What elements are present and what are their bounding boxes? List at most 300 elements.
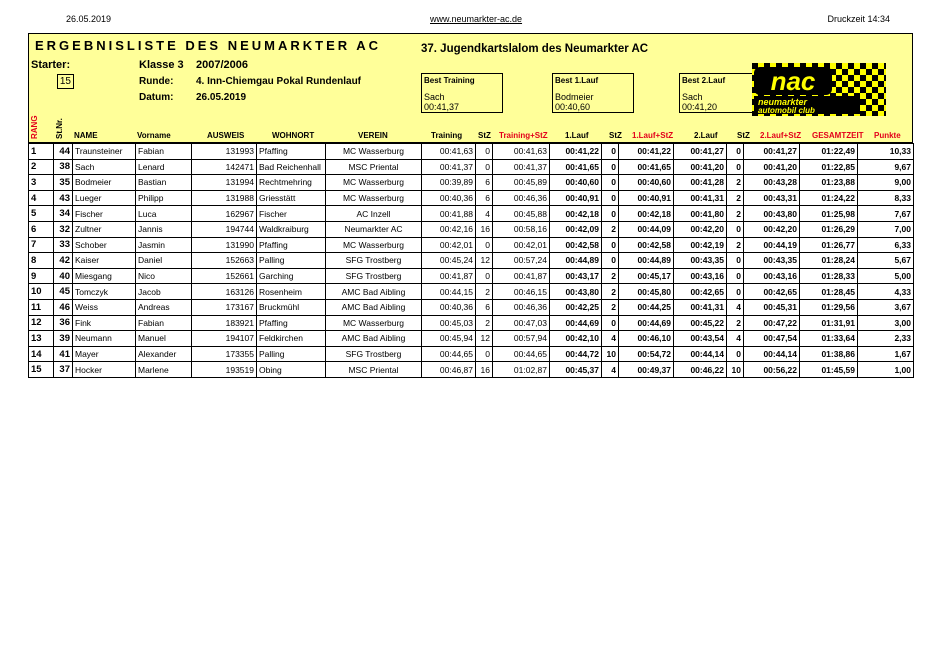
jahrgang: 2007/2006	[196, 59, 248, 71]
cell-wohnort: Palling	[257, 253, 326, 269]
cell-gesamtzeit: 01:24,22	[800, 190, 858, 206]
cell-name: Neumann	[73, 331, 136, 347]
cell-lauf1-stz: 00:41,65	[619, 159, 674, 175]
cell-lauf1: 00:42,10	[550, 331, 602, 347]
col-stz: StZ	[478, 131, 491, 140]
cell-wohnort: Griesstätt	[257, 190, 326, 206]
cell-stz-training: 16	[476, 362, 493, 378]
cell-lauf1: 00:40,91	[550, 190, 602, 206]
cell-stnr: 44	[54, 144, 73, 160]
cell-lauf2: 00:46,22	[674, 362, 727, 378]
col-stz: StZ	[609, 131, 622, 140]
cell-lauf2-stz: 00:44,14	[744, 346, 800, 362]
cell-training: 00:45,94	[422, 331, 476, 347]
cell-ausweis: 131990	[192, 237, 257, 253]
cell-stz-lauf1: 2	[602, 268, 619, 284]
table-row	[29, 315, 914, 331]
cell-lauf1-stz: 00:41,22	[619, 144, 674, 160]
cell-gesamtzeit: 01:23,88	[800, 175, 858, 191]
datum-label: Datum:	[139, 92, 174, 103]
cell-stnr: 33	[54, 237, 73, 253]
cell-training-stz: 00:57,94	[493, 331, 550, 347]
cell-stz-lauf1: 0	[602, 175, 619, 191]
cell-lauf1: 00:41,65	[550, 159, 602, 175]
svg-text:automobil club: automobil club	[758, 106, 815, 115]
cell-lauf1: 00:44,89	[550, 253, 602, 269]
cell-gesamtzeit: 01:45,59	[800, 362, 858, 378]
cell-stz-lauf2: 2	[727, 175, 744, 191]
cell-gesamtzeit: 01:28,45	[800, 284, 858, 300]
event-title: 37. Jugendkartslalom des Neumarkter AC	[421, 43, 649, 55]
col-gesamtzeit: GESAMTZEIT	[812, 131, 864, 140]
cell-stz-lauf1: 10	[602, 346, 619, 362]
cell-training-stz: 00:42,01	[493, 237, 550, 253]
cell-training: 00:42,01	[422, 237, 476, 253]
table-row	[29, 284, 914, 300]
cell-lauf2-stz: 00:41,20	[744, 159, 800, 175]
cell-wohnort: Garching	[257, 268, 326, 284]
cell-name: Bodmeier	[73, 175, 136, 191]
best-title: Best Training	[424, 76, 475, 85]
table-row	[29, 221, 914, 237]
cell-name: Fink	[73, 315, 136, 331]
cell-stz-training: 4	[476, 206, 493, 222]
cell-stz-training: 16	[476, 221, 493, 237]
cell-stz-training: 6	[476, 175, 493, 191]
cell-stnr: 32	[54, 221, 73, 237]
cell-name: Mayer	[73, 346, 136, 362]
cell-lauf1-stz: 00:44,25	[619, 299, 674, 315]
cell-rang: 11	[29, 299, 54, 315]
cell-wohnort: Obing	[257, 362, 326, 378]
cell-punkte: 3,00	[858, 315, 914, 331]
cell-training: 00:45,24	[422, 253, 476, 269]
col-lauf1: 1.Lauf	[565, 131, 589, 140]
cell-stz-training: 6	[476, 190, 493, 206]
cell-verein: MC Wasserburg	[326, 190, 422, 206]
cell-stz-lauf2: 0	[727, 221, 744, 237]
cell-stz-training: 0	[476, 159, 493, 175]
cell-punkte: 4,33	[858, 284, 914, 300]
cell-lauf2: 00:41,20	[674, 159, 727, 175]
cell-stnr: 35	[54, 175, 73, 191]
cell-stnr: 34	[54, 206, 73, 222]
cell-stz-lauf1: 0	[602, 253, 619, 269]
cell-lauf2-stz: 00:42,65	[744, 284, 800, 300]
cell-name: Kaiser	[73, 253, 136, 269]
best-name: Sach	[682, 92, 703, 102]
cell-stz-lauf2: 0	[727, 346, 744, 362]
cell-stz-lauf2: 0	[727, 159, 744, 175]
cell-stz-lauf2: 2	[727, 206, 744, 222]
cell-vorname: Luca	[136, 206, 192, 222]
cell-lauf1: 00:40,60	[550, 175, 602, 191]
cell-training: 00:40,36	[422, 190, 476, 206]
cell-ausweis: 173355	[192, 346, 257, 362]
cell-rang: 6	[29, 221, 54, 237]
cell-ausweis: 194107	[192, 331, 257, 347]
col-vorname: Vorname	[137, 131, 171, 140]
cell-lauf1-stz: 00:44,69	[619, 315, 674, 331]
cell-stz-lauf1: 0	[602, 206, 619, 222]
cell-training: 00:45,03	[422, 315, 476, 331]
starter-count: 15	[57, 74, 74, 89]
cell-rang: 15	[29, 362, 54, 378]
cell-stz-lauf2: 4	[727, 331, 744, 347]
cell-lauf1-stz: 00:45,80	[619, 284, 674, 300]
col-name: NAME	[74, 131, 98, 140]
cell-punkte: 7,67	[858, 206, 914, 222]
cell-stnr: 37	[54, 362, 73, 378]
cell-lauf1-stz: 00:40,91	[619, 190, 674, 206]
cell-ausweis: 183921	[192, 315, 257, 331]
cell-gesamtzeit: 01:26,77	[800, 237, 858, 253]
cell-stz-lauf1: 2	[602, 284, 619, 300]
cell-stz-lauf2: 2	[727, 237, 744, 253]
cell-stz-lauf1: 2	[602, 221, 619, 237]
cell-training-stz: 00:57,24	[493, 253, 550, 269]
klasse-label: Klasse 3	[139, 59, 184, 71]
cell-verein: MC Wasserburg	[326, 144, 422, 160]
col-training: Training	[431, 131, 463, 140]
cell-punkte: 7,00	[858, 221, 914, 237]
cell-lauf2: 00:42,65	[674, 284, 727, 300]
cell-lauf2-stz: 00:45,31	[744, 299, 800, 315]
cell-rang: 14	[29, 346, 54, 362]
cell-verein: Neumarkter AC	[326, 221, 422, 237]
table-row	[29, 268, 914, 284]
cell-training-stz: 00:46,36	[493, 190, 550, 206]
cell-stnr: 41	[54, 346, 73, 362]
cell-lauf1-stz: 00:46,10	[619, 331, 674, 347]
cell-ausweis: 131988	[192, 190, 257, 206]
cell-lauf2: 00:45,22	[674, 315, 727, 331]
cell-lauf2-stz: 00:44,19	[744, 237, 800, 253]
cell-stz-lauf1: 4	[602, 331, 619, 347]
cell-lauf1: 00:42,58	[550, 237, 602, 253]
cell-punkte: 6,33	[858, 237, 914, 253]
cell-ausweis: 142471	[192, 159, 257, 175]
cell-lauf1-stz: 00:54,72	[619, 346, 674, 362]
cell-ausweis: 131994	[192, 175, 257, 191]
svg-text:neumarkter: neumarkter	[758, 97, 808, 107]
cell-ausweis: 162967	[192, 206, 257, 222]
cell-stz-lauf2: 4	[727, 299, 744, 315]
starter-label: Starter:	[31, 59, 71, 71]
cell-wohnort: Rosenheim	[257, 284, 326, 300]
cell-rang: 13	[29, 331, 54, 347]
best-title: Best 2.Lauf	[682, 76, 726, 85]
cell-training-stz: 00:47,03	[493, 315, 550, 331]
cell-stnr: 39	[54, 331, 73, 347]
cell-lauf1: 00:43,80	[550, 284, 602, 300]
best-time: 00:40,60	[555, 102, 591, 112]
cell-rang: 12	[29, 315, 54, 331]
cell-stz-lauf2: 2	[727, 190, 744, 206]
cell-rang: 2	[29, 159, 54, 175]
cell-lauf1: 00:42,09	[550, 221, 602, 237]
cell-punkte: 8,33	[858, 190, 914, 206]
table-row	[29, 206, 914, 222]
cell-punkte: 5,00	[858, 268, 914, 284]
cell-gesamtzeit: 01:25,98	[800, 206, 858, 222]
cell-rang: 8	[29, 253, 54, 269]
cell-lauf2-stz: 00:43,28	[744, 175, 800, 191]
cell-lauf1-stz: 00:44,89	[619, 253, 674, 269]
cell-stz-training: 0	[476, 144, 493, 160]
cell-stnr: 43	[54, 190, 73, 206]
cell-lauf2-stz: 00:43,80	[744, 206, 800, 222]
cell-training-stz: 00:46,15	[493, 284, 550, 300]
runde-value: 4. Inn-Chiemgau Pokal Rundenlauf	[196, 76, 362, 87]
cell-gesamtzeit: 01:22,49	[800, 144, 858, 160]
cell-lauf2: 00:41,31	[674, 190, 727, 206]
cell-name: Zultner	[73, 221, 136, 237]
cell-lauf1: 00:45,37	[550, 362, 602, 378]
cell-lauf2: 00:42,20	[674, 221, 727, 237]
cell-verein: MSC Priental	[326, 362, 422, 378]
cell-name: Weiss	[73, 299, 136, 315]
cell-lauf2: 00:41,31	[674, 299, 727, 315]
cell-stz-training: 2	[476, 315, 493, 331]
cell-training-stz: 00:46,36	[493, 299, 550, 315]
cell-lauf2-stz: 00:43,16	[744, 268, 800, 284]
cell-stnr: 46	[54, 299, 73, 315]
cell-vorname: Marlene	[136, 362, 192, 378]
cell-stz-lauf2: 10	[727, 362, 744, 378]
cell-vorname: Bastian	[136, 175, 192, 191]
cell-gesamtzeit: 01:29,56	[800, 299, 858, 315]
best-name: Bodmeier	[555, 92, 594, 102]
cell-wohnort: Pfaffing	[257, 144, 326, 160]
cell-vorname: Philipp	[136, 190, 192, 206]
cell-stz-training: 0	[476, 237, 493, 253]
cell-ausweis: 173167	[192, 299, 257, 315]
cell-punkte: 2,33	[858, 331, 914, 347]
cell-verein: MC Wasserburg	[326, 237, 422, 253]
cell-gesamtzeit: 01:28,24	[800, 253, 858, 269]
cell-lauf2: 00:41,80	[674, 206, 727, 222]
cell-verein: SFG Trostberg	[326, 268, 422, 284]
col-stnr: St.Nr.	[55, 118, 64, 139]
print-date: 26.05.2019	[66, 14, 112, 24]
cell-rang: 5	[29, 206, 54, 222]
best-name: Sach	[424, 92, 445, 102]
cell-vorname: Fabian	[136, 315, 192, 331]
cell-training: 00:41,88	[422, 206, 476, 222]
page-title: ERGEBNISLISTE DES NEUMARKTER AC	[35, 38, 382, 53]
cell-training: 00:41,87	[422, 268, 476, 284]
cell-stz-lauf2: 0	[727, 253, 744, 269]
cell-verein: MC Wasserburg	[326, 175, 422, 191]
table-row	[29, 159, 914, 175]
cell-vorname: Jasmin	[136, 237, 192, 253]
cell-punkte: 3,67	[858, 299, 914, 315]
cell-ausweis: 194744	[192, 221, 257, 237]
cell-vorname: Alexander	[136, 346, 192, 362]
cell-training: 00:40,36	[422, 299, 476, 315]
cell-rang: 4	[29, 190, 54, 206]
cell-name: Schober	[73, 237, 136, 253]
cell-lauf1-stz: 00:40,60	[619, 175, 674, 191]
cell-stz-lauf2: 0	[727, 144, 744, 160]
cell-lauf1: 00:42,18	[550, 206, 602, 222]
cell-stz-lauf2: 2	[727, 315, 744, 331]
table-row	[29, 331, 914, 347]
cell-vorname: Nico	[136, 268, 192, 284]
results-table	[28, 143, 914, 378]
cell-stz-lauf1: 4	[602, 362, 619, 378]
cell-wohnort: Pfaffing	[257, 237, 326, 253]
cell-training: 00:46,87	[422, 362, 476, 378]
cell-stz-training: 0	[476, 268, 493, 284]
cell-lauf1-stz: 00:42,58	[619, 237, 674, 253]
cell-gesamtzeit: 01:33,64	[800, 331, 858, 347]
cell-lauf2: 00:43,16	[674, 268, 727, 284]
cell-lauf1: 00:44,72	[550, 346, 602, 362]
cell-vorname: Jacob	[136, 284, 192, 300]
cell-verein: AMC Bad Aibling	[326, 299, 422, 315]
cell-rang: 3	[29, 175, 54, 191]
cell-verein: SFG Trostberg	[326, 346, 422, 362]
cell-wohnort: Waldkraiburg	[257, 221, 326, 237]
cell-gesamtzeit: 01:38,86	[800, 346, 858, 362]
cell-lauf1-stz: 00:45,17	[619, 268, 674, 284]
cell-training-stz: 00:58,16	[493, 221, 550, 237]
cell-stz-training: 2	[476, 284, 493, 300]
cell-verein: MC Wasserburg	[326, 315, 422, 331]
col-stz: StZ	[737, 131, 750, 140]
cell-lauf2: 00:43,35	[674, 253, 727, 269]
website-link[interactable]: www.neumarkter-ac.de	[430, 14, 523, 24]
cell-punkte: 9,00	[858, 175, 914, 191]
cell-lauf1: 00:42,25	[550, 299, 602, 315]
datum-value: 26.05.2019	[196, 92, 247, 103]
cell-ausweis: 152663	[192, 253, 257, 269]
cell-vorname: Lenard	[136, 159, 192, 175]
col-lauf1-stz: 1.Lauf+StZ	[632, 131, 674, 140]
cell-stz-training: 12	[476, 253, 493, 269]
cell-lauf1: 00:44,69	[550, 315, 602, 331]
cell-rang: 1	[29, 144, 54, 160]
results-header	[28, 33, 913, 143]
cell-wohnort: Bruckmühl	[257, 299, 326, 315]
table-row	[29, 175, 914, 191]
cell-training-stz: 00:45,89	[493, 175, 550, 191]
table-row	[29, 299, 914, 315]
table-row	[29, 253, 914, 269]
cell-training: 00:39,89	[422, 175, 476, 191]
table-row	[29, 190, 914, 206]
cell-wohnort: Rechtmehring	[257, 175, 326, 191]
cell-vorname: Jannis	[136, 221, 192, 237]
cell-vorname: Fabian	[136, 144, 192, 160]
cell-training-stz: 00:41,37	[493, 159, 550, 175]
cell-lauf1: 00:43,17	[550, 268, 602, 284]
cell-gesamtzeit: 01:31,91	[800, 315, 858, 331]
col-lauf2: 2.Lauf	[694, 131, 718, 140]
cell-training: 00:44,15	[422, 284, 476, 300]
cell-gesamtzeit: 01:22,85	[800, 159, 858, 175]
cell-training: 00:41,37	[422, 159, 476, 175]
cell-punkte: 1,67	[858, 346, 914, 362]
cell-stz-lauf1: 0	[602, 159, 619, 175]
cell-wohnort: Feldkirchen	[257, 331, 326, 347]
cell-stnr: 38	[54, 159, 73, 175]
cell-stz-training: 6	[476, 299, 493, 315]
cell-training: 00:42,16	[422, 221, 476, 237]
cell-lauf2-stz: 00:56,22	[744, 362, 800, 378]
cell-lauf2-stz: 00:43,31	[744, 190, 800, 206]
runde-label: Runde:	[139, 76, 174, 87]
cell-stz-lauf1: 0	[602, 144, 619, 160]
cell-name: Miesgang	[73, 268, 136, 284]
best-training-box	[421, 73, 503, 113]
cell-stz-lauf2: 0	[727, 268, 744, 284]
cell-lauf2: 00:41,28	[674, 175, 727, 191]
cell-vorname: Andreas	[136, 299, 192, 315]
cell-stz-lauf1: 0	[602, 237, 619, 253]
cell-stz-lauf1: 0	[602, 315, 619, 331]
cell-wohnort: Pfaffing	[257, 315, 326, 331]
cell-name: Traunsteiner	[73, 144, 136, 160]
cell-punkte: 10,33	[858, 144, 914, 160]
cell-training-stz: 00:41,87	[493, 268, 550, 284]
logo-text: nac	[770, 66, 816, 96]
cell-lauf2-stz: 00:47,22	[744, 315, 800, 331]
cell-name: Lueger	[73, 190, 136, 206]
cell-stz-training: 12	[476, 331, 493, 347]
cell-name: Fischer	[73, 206, 136, 222]
cell-lauf2: 00:42,19	[674, 237, 727, 253]
best-title: Best 1.Lauf	[555, 76, 599, 85]
col-wohnort: WOHNORT	[272, 131, 315, 140]
cell-verein: AMC Bad Aibling	[326, 331, 422, 347]
cell-training: 00:44,65	[422, 346, 476, 362]
cell-training-stz: 00:45,88	[493, 206, 550, 222]
col-training-stz: Training+StZ	[499, 131, 548, 140]
cell-training-stz: 00:44,65	[493, 346, 550, 362]
table-row	[29, 144, 914, 160]
cell-lauf1-stz: 00:44,09	[619, 221, 674, 237]
cell-rang: 9	[29, 268, 54, 284]
cell-ausweis: 193519	[192, 362, 257, 378]
cell-wohnort: Palling	[257, 346, 326, 362]
cell-punkte: 5,67	[858, 253, 914, 269]
cell-training-stz: 00:41,63	[493, 144, 550, 160]
cell-wohnort: Bad Reichenhall	[257, 159, 326, 175]
cell-name: Hocker	[73, 362, 136, 378]
cell-verein: SFG Trostberg	[326, 253, 422, 269]
cell-verein: AMC Bad Aibling	[326, 284, 422, 300]
cell-name: Sach	[73, 159, 136, 175]
cell-lauf2-stz: 00:47,54	[744, 331, 800, 347]
cell-verein: AC Inzell	[326, 206, 422, 222]
cell-rang: 7	[29, 237, 54, 253]
cell-stz-lauf1: 2	[602, 299, 619, 315]
cell-verein: MSC Priental	[326, 159, 422, 175]
best-time: 00:41,20	[682, 102, 718, 112]
cell-lauf2-stz: 00:42,20	[744, 221, 800, 237]
cell-stz-lauf1: 0	[602, 190, 619, 206]
cell-ausweis: 163126	[192, 284, 257, 300]
cell-lauf1-stz: 00:42,18	[619, 206, 674, 222]
table-row	[29, 237, 914, 253]
cell-stnr: 42	[54, 253, 73, 269]
col-punkte: Punkte	[874, 131, 901, 140]
cell-gesamtzeit: 01:26,29	[800, 221, 858, 237]
cell-ausweis: 131993	[192, 144, 257, 160]
